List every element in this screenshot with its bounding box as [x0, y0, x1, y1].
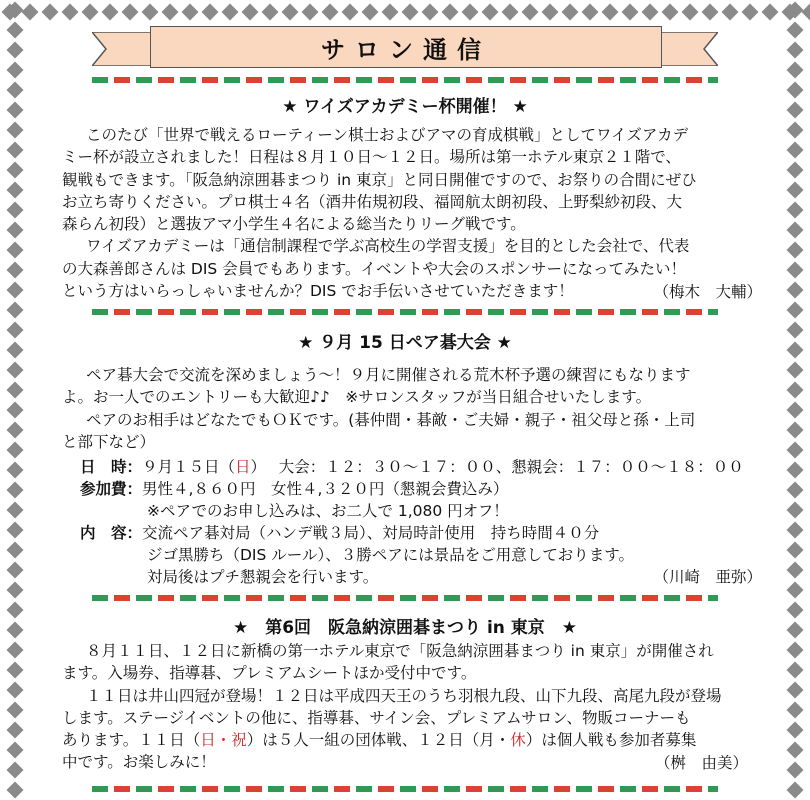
event-date-row — [80, 455, 744, 477]
border-diamond — [702, 4, 719, 21]
border-diamond — [7, 362, 24, 379]
border-diamond — [787, 442, 804, 459]
content-line: 対局後はプチ懇親会を行います。 — [147, 568, 379, 586]
border-diamond — [382, 4, 399, 21]
text-span: ）は５人一組の団体戦、１２日（月・ — [246, 731, 511, 750]
border-diamond — [562, 4, 579, 21]
border-diamond — [2, 4, 19, 21]
text-line: ８月１１日、１２日に新橋の第一ホテル東京で「阪急納涼囲碁まつり in 東京」が開催され — [86, 642, 714, 660]
border-diamond — [262, 4, 279, 21]
border-diamond — [282, 4, 299, 21]
border-diamond — [7, 582, 24, 599]
banner-plate — [150, 26, 662, 68]
text-line: ペア碁大会で交流を深めましょう〜！９月に開催される荒木杯予選の練習にもなります — [86, 366, 691, 384]
border-diamond — [787, 342, 804, 359]
text-line: ペアのお相手はどなたでもＯＫです。(碁仲間・碁敵・ご夫婦・親子・祖父母と孫・上司 — [86, 410, 696, 429]
content-line: 交流ペア碁対局（ハンデ戦３局）、対局時計使用 持ち時間４０分 — [142, 524, 600, 542]
border-diamond — [7, 202, 24, 219]
border-diamond — [622, 4, 639, 21]
border-diamond — [162, 4, 179, 21]
left-diamond-border — [0, 0, 30, 800]
border-diamond — [722, 4, 739, 21]
border-diamond — [82, 4, 99, 21]
text-line: お立ち寄りください。プロ棋士４名（酒井佑規初段、福岡航太朗初段、上野梨紗初段、大 — [62, 192, 683, 211]
border-diamond — [787, 522, 804, 539]
border-diamond — [7, 242, 24, 259]
border-diamond — [602, 4, 619, 21]
border-diamond — [787, 702, 804, 719]
border-diamond — [742, 4, 759, 21]
border-diamond — [787, 262, 804, 279]
border-diamond — [682, 4, 699, 21]
fee-label: 参加費： — [80, 480, 143, 498]
top-diamond-border — [0, 0, 810, 26]
holiday-mark: 日・祝 — [200, 731, 247, 750]
border-diamond — [787, 82, 804, 99]
section3-heading: ★ 第6回 阪急納涼囲碁まつり in 東京 ★ — [232, 618, 578, 638]
border-diamond — [787, 642, 804, 659]
border-diamond — [787, 482, 804, 499]
fee-row — [80, 477, 508, 499]
border-diamond — [7, 402, 24, 419]
border-diamond — [7, 62, 24, 79]
text-line: １１日は井山四冠が登場！１２日は平成四天王のうち羽根九段、山下九段、高尾九段が登場 — [86, 686, 722, 705]
border-diamond — [7, 502, 24, 519]
border-diamond — [582, 4, 599, 21]
section1-heading: ★ ワイズアカデミー杯開催！ ★ — [282, 97, 528, 117]
border-diamond — [787, 542, 804, 559]
text-line: という方はいらっしゃいませんか？DIS でお手伝いさせていただきます！ — [62, 282, 574, 301]
border-diamond — [787, 162, 804, 179]
border-diamond — [242, 4, 259, 21]
border-diamond — [7, 742, 24, 759]
section2-author: （川崎 亜弥） — [653, 568, 762, 586]
date-pre: ９月１５日（ — [142, 458, 236, 476]
text-line: します。ステージイベントの他に、指導碁、サイン会、プレミアムサロン、物販コーナーも — [62, 708, 691, 727]
fee-note: ※ペアでのお申し込みは、お二人で 1,080 円オフ！ — [147, 502, 509, 520]
section2-heading: ★ ９月 15 日ペア碁大会 ★ — [298, 333, 512, 353]
border-diamond — [7, 342, 24, 359]
border-diamond — [787, 242, 804, 259]
border-diamond — [142, 4, 159, 21]
text-line: 森らん初段）と選抜アマ小学生４名による総当たりリーグ戦です。 — [62, 215, 526, 234]
content-label: 内 容： — [80, 524, 143, 542]
border-diamond — [7, 602, 24, 619]
section3-author: （桝 由美） — [654, 754, 748, 772]
border-diamond — [7, 542, 24, 559]
text-line: 中です。お楽しみに！ — [62, 753, 216, 772]
border-diamond — [787, 222, 804, 239]
border-diamond — [362, 4, 379, 21]
date-day: 日 — [235, 458, 251, 476]
border-diamond — [42, 4, 59, 21]
border-diamond — [787, 62, 804, 79]
border-diamond — [787, 182, 804, 199]
text-line: ワイズアカデミーは「通信制課程で学ぶ高校生の学習支援」を目的とした会社で、代表 — [86, 237, 690, 256]
border-diamond — [787, 322, 804, 339]
border-diamond — [482, 4, 499, 21]
border-diamond — [782, 4, 799, 21]
border-diamond — [7, 182, 24, 199]
text-span: あります。１１日（ — [62, 731, 201, 750]
border-diamond — [7, 302, 24, 319]
border-diamond — [642, 4, 659, 21]
border-diamond — [7, 642, 24, 659]
border-diamond — [787, 42, 804, 59]
stripe-divider — [92, 309, 718, 315]
border-diamond — [102, 4, 119, 21]
border-diamond — [7, 682, 24, 699]
border-diamond — [7, 422, 24, 439]
text-line: ます。入場券、指導碁、プレミアムシートほか受付中です。 — [62, 664, 477, 683]
fee-value: 男性４,８６０円 女性４,３２０円（懇親会費込み） — [142, 480, 509, 498]
border-diamond — [787, 662, 804, 679]
border-diamond — [7, 462, 24, 479]
border-diamond — [787, 422, 804, 439]
text-span: ）は個人戦も参加者募集 — [525, 731, 697, 750]
text-line: と部下など） — [62, 432, 156, 451]
border-diamond — [787, 102, 804, 119]
border-diamond — [802, 4, 810, 21]
text-line: 観戦もできます。「阪急納涼囲碁まつり in 東京」と同日開催ですので、お祭りの合間にぜひ — [62, 170, 697, 189]
border-diamond — [787, 602, 804, 619]
border-diamond — [787, 582, 804, 599]
border-diamond — [7, 722, 24, 739]
section1-paragraph1 — [62, 124, 772, 302]
holiday-mark: 休 — [510, 731, 526, 750]
content-line: ジゴ黒勝ち（DIS ルール）、３勝ペアには景品をご用意しております。 — [147, 546, 634, 564]
border-diamond — [522, 4, 539, 21]
border-diamond — [542, 4, 559, 21]
content-row — [80, 521, 599, 543]
date-post: ） 大会：１２：３０〜１７：００、懇親会：１７：００〜１８：００ — [250, 458, 744, 476]
border-diamond — [422, 4, 439, 21]
right-diamond-border — [780, 0, 810, 800]
border-diamond — [7, 662, 24, 679]
border-diamond — [787, 722, 804, 739]
border-diamond — [402, 4, 419, 21]
border-diamond — [342, 4, 359, 21]
border-diamond — [7, 142, 24, 159]
border-diamond — [7, 102, 24, 119]
border-diamond — [787, 462, 804, 479]
border-diamond — [787, 622, 804, 639]
border-diamond — [7, 762, 24, 779]
border-diamond — [787, 682, 804, 699]
border-diamond — [7, 382, 24, 399]
page-title: サロン通信 — [321, 35, 491, 64]
border-diamond — [787, 762, 804, 779]
border-diamond — [7, 322, 24, 339]
border-diamond — [7, 262, 24, 279]
border-diamond — [462, 4, 479, 21]
border-diamond — [7, 622, 24, 639]
border-diamond — [7, 42, 24, 59]
border-diamond — [7, 562, 24, 579]
border-diamond — [662, 4, 679, 21]
border-diamond — [787, 302, 804, 319]
border-diamond — [442, 4, 459, 21]
text-line: よ。お一人でのエントリーも大歓迎♪♪ ※サロンスタッフが当日組合せいたします。 — [62, 388, 652, 407]
border-diamond — [7, 82, 24, 99]
border-diamond — [7, 702, 24, 719]
text-line: ミー杯が設立されました！日程は８月１０日〜１２日。場所は第一ホテル東京２１階で、 — [62, 148, 681, 167]
border-diamond — [7, 162, 24, 179]
border-diamond — [22, 4, 39, 21]
border-diamond — [322, 4, 339, 21]
border-diamond — [787, 782, 804, 799]
border-diamond — [787, 362, 804, 379]
section2-paragraph — [62, 364, 772, 453]
border-diamond — [182, 4, 199, 21]
border-diamond — [7, 282, 24, 299]
border-diamond — [7, 522, 24, 539]
border-diamond — [7, 122, 24, 139]
border-diamond — [7, 482, 24, 499]
border-diamond — [787, 742, 804, 759]
border-diamond — [787, 202, 804, 219]
date-label: 日 時： — [80, 458, 143, 476]
stripe-divider — [92, 77, 718, 83]
border-diamond — [787, 122, 804, 139]
stripe-divider — [92, 595, 718, 601]
border-diamond — [7, 222, 24, 239]
text-line: このたび「世界で戦えるローティーン棋士およびアマの育成棋戦」としてワイズアカデ — [86, 126, 689, 144]
border-diamond — [302, 4, 319, 21]
text-line — [62, 729, 772, 751]
border-diamond — [787, 282, 804, 299]
title-banner — [92, 24, 718, 68]
section1-author: （梅木 大輔） — [653, 283, 762, 301]
border-diamond — [787, 382, 804, 399]
border-diamond — [7, 782, 24, 799]
border-diamond — [202, 4, 219, 21]
border-diamond — [787, 142, 804, 159]
border-diamond — [787, 562, 804, 579]
border-diamond — [762, 4, 779, 21]
border-diamond — [62, 4, 79, 21]
border-diamond — [787, 502, 804, 519]
text-line: の大森善郎さんは DIS 会員でもあります。イベントや大会のスポンサーになってみたい！ — [62, 259, 686, 278]
border-diamond — [787, 402, 804, 419]
border-diamond — [502, 4, 519, 21]
border-diamond — [122, 4, 139, 21]
border-diamond — [7, 442, 24, 459]
stripe-divider — [92, 786, 718, 792]
border-diamond — [222, 4, 239, 21]
